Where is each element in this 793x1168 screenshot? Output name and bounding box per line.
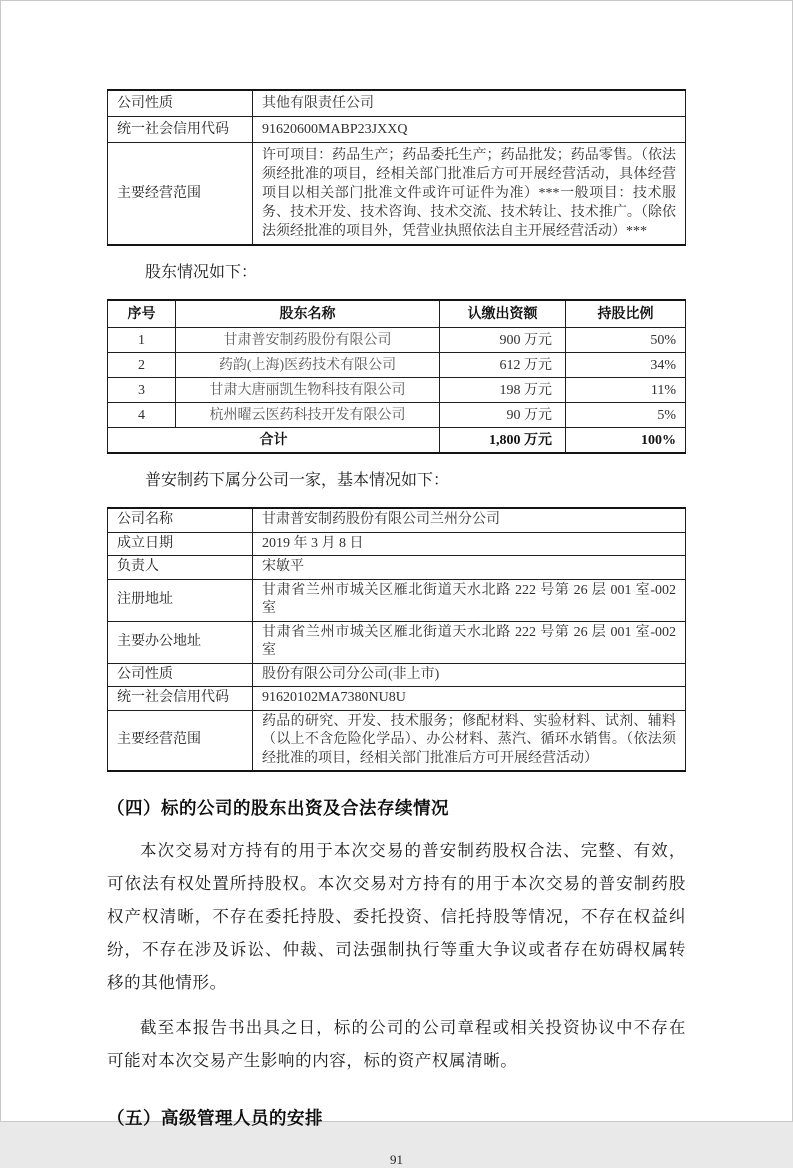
cell-ratio: 34% [566, 353, 686, 378]
cell-no: 1 [108, 328, 176, 353]
table-row [108, 663, 686, 687]
section4-paragraph-1: 本次交易对方持有的用于本次交易的普安制药股权合法、完整、有效，可依法有权处置所持股权。本次交易对方持有的用于本次交易的普安制药股权产权清晰，不存在委托持股、委托投资、信托持股等情况，不存在权益纠纷，不存在涉及诉讼、仲裁、司法强制执行等重大争议或者存在妨碍权属转移的其他情形。 [107, 841, 686, 992]
cell-no: 3 [108, 378, 176, 403]
table-row [108, 621, 686, 663]
row-value: 2019 年 3 月 8 日 [253, 532, 686, 556]
cell-shareholder-name: 杭州曜云医药科技开发有限公司 [176, 403, 440, 428]
cell-shareholder-name: 药韵(上海)医药技术有限公司 [176, 353, 440, 378]
row-label: 统一社会信用代码 [108, 687, 253, 711]
cell-amount: 900 万元 [440, 328, 566, 353]
table-row [108, 117, 686, 143]
row-label: 公司名称 [108, 508, 253, 532]
section5-heading: （五）高级管理人员的安排 [107, 1108, 323, 1128]
row-value: 宋敏平 [253, 556, 686, 580]
cell-amount: 612 万元 [440, 353, 566, 378]
row-value: 药品的研究、开发、技术服务；修配材料、实验材料、试剂、辅料（以上不含危险化学品）、办公材料、蒸汽、循环水销售。（依法须经批准的项目，经相关部门批准后方可开展经营活动） [253, 710, 686, 771]
table-row [108, 353, 686, 378]
table-row [108, 556, 686, 580]
row-label: 主要经营范围 [108, 143, 253, 246]
page-content [107, 1, 686, 1168]
cell-ratio: 5% [566, 403, 686, 428]
row-value: 甘肃省兰州市城关区雁北街道天水北路 222 号第 26 层 001 室-002 室 [253, 621, 686, 663]
cell-total-label: 合计 [108, 428, 440, 454]
row-value: 91620102MA7380NU8U [253, 687, 686, 711]
table-row [108, 90, 686, 117]
row-value: 股份有限公司分公司(非上市) [253, 663, 686, 687]
row-label: 公司性质 [108, 90, 253, 117]
page-number: 91 [390, 1152, 403, 1167]
table-row [108, 328, 686, 353]
row-value: 其他有限责任公司 [253, 90, 686, 117]
table-row [108, 687, 686, 711]
row-label: 注册地址 [108, 579, 253, 621]
table-row [108, 378, 686, 403]
cell-amount: 198 万元 [440, 378, 566, 403]
cell-total-ratio: 100% [566, 428, 686, 454]
cell-ratio: 50% [566, 328, 686, 353]
row-label: 主要经营范围 [108, 710, 253, 771]
row-value: 甘肃普安制药股份有限公司兰州分公司 [253, 508, 686, 532]
cell-shareholder-name: 甘肃普安制药股份有限公司 [176, 328, 440, 353]
row-label: 成立日期 [108, 532, 253, 556]
cell-no: 4 [108, 403, 176, 428]
branch-info-table [107, 507, 686, 772]
cell-amount: 90 万元 [440, 403, 566, 428]
cell-shareholder-name: 甘肃大唐丽凯生物科技有限公司 [176, 378, 440, 403]
col-header-ratio: 持股比例 [566, 300, 686, 328]
row-value: 许可项目：药品生产；药品委托生产；药品批发；药品零售。（依法须经批准的项目，经相关部门批准后方可开展经营活动，具体经营项目以相关部门批准文件或许可证件为准）***一般项目：技术服务、技术开发、技术咨询、技术交流、技术转让、技术推广。（除依法须经批准的项目外，凭营业执照依法自主开展经营活动）*** [253, 143, 686, 246]
row-value: 91620600MABP23JXXQ [253, 117, 686, 143]
branch-intro: 普安制药下属分公司一家，基本情况如下： [145, 472, 450, 489]
row-label: 统一社会信用代码 [108, 117, 253, 143]
company-info-table [107, 89, 686, 246]
table-header-row [108, 300, 686, 328]
section4-paragraph-2: 截至本报告书出具之日，标的公司的公司章程或相关投资协议中不存在可能对本次交易产生影响的内容，标的资产权属清晰。 [107, 1018, 686, 1070]
row-label: 负责人 [108, 556, 253, 580]
table-row [108, 532, 686, 556]
table-total-row [108, 428, 686, 454]
table-row [108, 508, 686, 532]
col-header-no: 序号 [108, 300, 176, 328]
col-header-amount: 认缴出资额 [440, 300, 566, 328]
cell-no: 2 [108, 353, 176, 378]
row-value: 甘肃省兰州市城关区雁北街道天水北路 222 号第 26 层 001 室-002 室 [253, 579, 686, 621]
shareholders-intro: 股东情况如下： [145, 264, 258, 281]
row-label: 公司性质 [108, 663, 253, 687]
row-label: 主要办公地址 [108, 621, 253, 663]
section4-heading: （四）标的公司的股东出资及合法存续情况 [107, 798, 449, 818]
shareholders-table [107, 299, 686, 454]
table-row [108, 403, 686, 428]
col-header-name: 股东名称 [176, 300, 440, 328]
table-row [108, 143, 686, 246]
table-row [108, 579, 686, 621]
cell-ratio: 11% [566, 378, 686, 403]
table-row [108, 710, 686, 771]
cell-total-amount: 1,800 万元 [440, 428, 566, 454]
